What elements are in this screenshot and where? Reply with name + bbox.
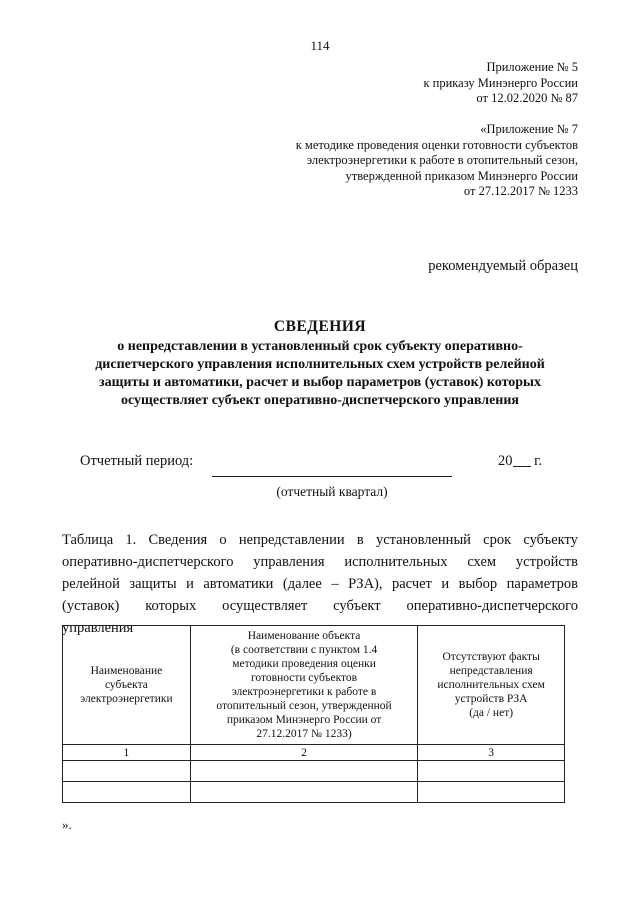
method-appendix-line: утвержденной приказом Минэнерго России xyxy=(345,168,578,183)
caption-line xyxy=(62,551,578,573)
caption-word: автоматики xyxy=(203,576,274,592)
caption-word: которых xyxy=(145,598,197,614)
method-appendix-line: «Приложение № 7 xyxy=(480,122,578,136)
table-cell[interactable] xyxy=(190,761,417,782)
column-number: 1 xyxy=(63,745,191,761)
column-number: 2 xyxy=(190,745,417,761)
caption-word: осуществляет xyxy=(222,598,308,614)
header-line: электроэнергетики к работе в xyxy=(231,686,377,698)
caption-word: и xyxy=(186,576,194,592)
caption-word: непредставлении xyxy=(238,532,345,548)
report-year-prefix: 20 xyxy=(498,453,513,469)
header-facts-absent xyxy=(418,626,565,745)
caption-word: в xyxy=(356,532,364,548)
table-cell[interactable] xyxy=(418,782,565,803)
caption-word: субъекту xyxy=(523,532,578,548)
table-cell[interactable] xyxy=(418,761,565,782)
title-line: осуществляет субъект оперативно-диспетчерского управления xyxy=(121,393,519,408)
report-year xyxy=(498,453,542,470)
header-line: методики проведения оценки xyxy=(232,658,376,670)
caption-last-line: управления xyxy=(62,620,134,636)
title-line: диспетчерского управления исполнительных схем устройств релейной xyxy=(95,357,545,372)
caption-word: 1. xyxy=(125,532,137,548)
caption-word: срок xyxy=(483,532,512,548)
header-line: Наименование xyxy=(90,665,163,677)
header-line: непредставления xyxy=(449,665,533,677)
header-line: приказом Минэнерго России от xyxy=(226,714,382,726)
table-cell[interactable] xyxy=(63,782,191,803)
caption-word: (далее xyxy=(282,576,322,592)
table-cell[interactable] xyxy=(63,761,191,782)
closing-quote: ». xyxy=(62,817,72,832)
quarter-caption: (отчетный квартал) xyxy=(276,484,388,499)
title-line: защиты и автоматики, расчет и выбор параметров (уставок) которых xyxy=(99,375,541,390)
caption-word: Сведения xyxy=(148,532,208,548)
caption-word: выбор xyxy=(458,576,498,592)
caption-word: РЗА), xyxy=(348,576,383,592)
report-year-suffix: г. xyxy=(534,453,543,469)
appendix-header-line: Приложение № 5 xyxy=(486,60,578,74)
caption-word: схем xyxy=(467,554,497,570)
table-caption xyxy=(62,529,578,639)
header-line: (да / нет) xyxy=(469,707,514,719)
method-appendix-line: от 27.12.2017 № 1233 xyxy=(463,184,578,198)
report-period-field-line xyxy=(212,476,452,477)
caption-word: – xyxy=(331,576,339,592)
table-header-row xyxy=(63,626,565,745)
header-line: Наименование объекта xyxy=(247,630,361,642)
caption-word: и xyxy=(441,576,450,592)
header-line: готовности субъектов xyxy=(251,672,358,684)
caption-word: релейной xyxy=(62,576,120,592)
column-number: 3 xyxy=(418,745,565,761)
caption-word: защиты xyxy=(129,576,177,592)
column-number-row xyxy=(63,745,565,761)
table-row xyxy=(63,782,565,803)
appendix-header-line: к приказу Минэнерго России xyxy=(423,75,578,90)
appendix-header-line: от 12.02.2020 № 87 xyxy=(476,91,578,105)
caption-line xyxy=(62,595,578,617)
page-number: 114 xyxy=(310,38,330,53)
method-appendix-line: к методике проведения оценки готовности субъектов xyxy=(295,137,578,152)
caption-word: управления xyxy=(253,554,325,570)
title-main: СВЕДЕНИЯ xyxy=(273,318,367,335)
header-entity-name xyxy=(63,626,191,745)
header-line: электроэнергетики xyxy=(80,693,173,705)
caption-line xyxy=(62,573,578,595)
caption-word: оперативно-диспетчерского xyxy=(406,598,578,614)
caption-word: о xyxy=(219,532,227,548)
header-line: 27.12.2017 № 1233) xyxy=(256,728,352,740)
caption-word: устройств xyxy=(515,554,578,570)
method-appendix-line: электроэнергетики к работе в отопительный сезон, xyxy=(306,153,578,167)
document-title xyxy=(60,316,580,410)
report-year-blank xyxy=(513,453,531,467)
header-object-name xyxy=(190,626,417,745)
sample-note: рекомендуемый образец xyxy=(428,258,578,274)
table-cell[interactable] xyxy=(190,782,417,803)
caption-word: субъект xyxy=(333,598,381,614)
data-table xyxy=(62,625,565,803)
caption-word: (уставок) xyxy=(62,598,120,614)
caption-word: оперативно-диспетчерского xyxy=(62,554,234,570)
table-row xyxy=(63,761,565,782)
header-line: Отсутствуют факты xyxy=(442,651,540,663)
title-line: о непредставлении в установленный срок субъекту оперативно- xyxy=(117,339,523,354)
caption-word: Таблица xyxy=(62,532,114,548)
method-appendix-header xyxy=(296,122,578,200)
header-line: устройств РЗА xyxy=(454,693,528,705)
header-line: отопительный сезон, утвержденной xyxy=(216,700,392,712)
report-period-label: Отчетный период: xyxy=(80,453,194,469)
caption-word: исполнительных xyxy=(344,554,448,570)
header-line: субъекта xyxy=(104,679,148,691)
caption-word: расчет xyxy=(392,576,432,592)
caption-word: параметров xyxy=(506,576,578,592)
caption-word: установленный xyxy=(375,532,471,548)
header-line: исполнительных схем xyxy=(437,679,545,691)
appendix-header xyxy=(423,60,578,107)
header-line: (в соответствии с пунктом 1.4 xyxy=(230,644,378,656)
caption-line xyxy=(62,529,578,551)
